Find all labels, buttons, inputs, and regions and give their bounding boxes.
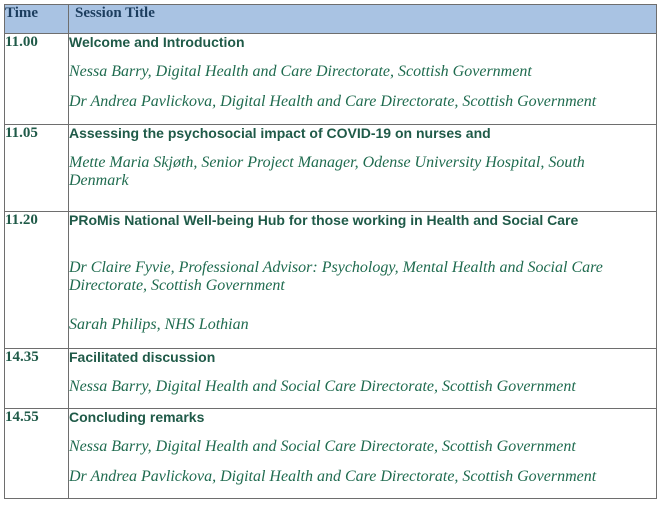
session-title: Welcome and Introduction (69, 34, 245, 50)
session-speaker: Nessa Barry, Digital Health and Social Care Directorate, Scottish Government (69, 378, 576, 395)
session-time: 14.35 (5, 349, 69, 409)
agenda-row (5, 125, 657, 212)
session-time: 14.55 (5, 409, 69, 499)
session-cell (69, 212, 657, 349)
agenda-row (5, 212, 657, 349)
session-title: Assessing the psychosocial impact of COVID-19 on nurses and (69, 125, 491, 141)
time-header: Time (5, 5, 69, 34)
agenda-table (4, 4, 657, 499)
session-speaker: Dr Claire Fyvie, Professional Advisor: Psychology, Mental Health and Social Care Directorate, Scottish Government (69, 259, 603, 294)
session-title: Facilitated discussion (69, 349, 216, 365)
agenda-row (5, 34, 657, 125)
session-speaker: Nessa Barry, Digital Health and Care Directorate, Scottish Government (69, 63, 532, 80)
session-speaker: Mette Maria Skjøth, Senior Project Manager, Odense University Hospital, South Denmark (69, 154, 585, 189)
agenda-row (5, 409, 657, 499)
session-time: 11.00 (5, 34, 69, 125)
session-time: 11.20 (5, 212, 69, 349)
header-row (5, 5, 657, 34)
session-cell (69, 349, 657, 409)
agenda-row (5, 349, 657, 409)
session-speaker: Sarah Philips, NHS Lothian (69, 316, 249, 333)
session-cell (69, 125, 657, 212)
session-speaker: Nessa Barry, Digital Health and Social Care Directorate, Scottish Government (69, 438, 576, 455)
session-title: PRoMis National Well-being Hub for those working in Health and Social Care (69, 212, 579, 228)
session-cell (69, 409, 657, 499)
session-cell (69, 34, 657, 125)
session-title: Concluding remarks (69, 409, 205, 425)
session-title-header: Session Title (69, 5, 657, 34)
session-speaker: Dr Andrea Pavlickova, Digital Health and Care Directorate, Scottish Government (69, 468, 597, 485)
session-speaker: Dr Andrea Pavlickova, Digital Health and Care Directorate, Scottish Government (69, 93, 597, 110)
session-time: 11.05 (5, 125, 69, 212)
